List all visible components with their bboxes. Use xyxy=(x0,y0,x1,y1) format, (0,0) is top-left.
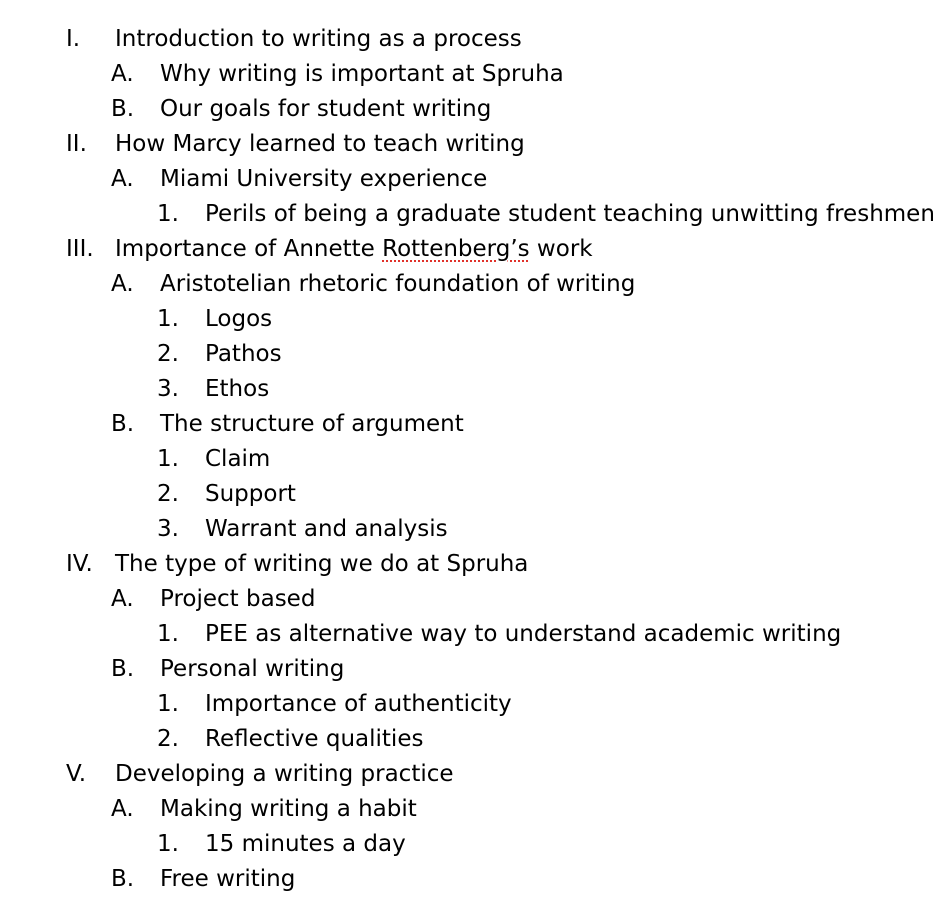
outline-text[interactable]: Our goals for student writing xyxy=(160,96,492,122)
outline-marker: A. xyxy=(111,271,134,297)
outline-item-level-3[interactable] xyxy=(0,302,948,337)
outline-item-level-1[interactable] xyxy=(0,547,948,582)
outline-marker: A. xyxy=(111,586,134,612)
outline-text[interactable]: Project based xyxy=(160,586,316,612)
outline-marker: I. xyxy=(66,26,81,52)
outline-item-level-1[interactable] xyxy=(0,22,948,57)
document-outline[interactable] xyxy=(0,22,948,897)
outline-marker: B. xyxy=(111,866,135,892)
outline-item-level-3[interactable] xyxy=(0,512,948,547)
outline-text[interactable]: Miami University experience xyxy=(160,166,488,192)
outline-item-level-3[interactable] xyxy=(0,687,948,722)
outline-text[interactable]: The type of writing we do at Spruha xyxy=(115,551,529,577)
outline-marker: 2. xyxy=(157,481,179,507)
outline-marker: A. xyxy=(111,166,134,192)
outline-marker: 1. xyxy=(157,306,179,332)
outline-text[interactable]: Making writing a habit xyxy=(160,796,417,822)
outline-text[interactable]: Reflective qualities xyxy=(205,726,424,752)
outline-marker: III. xyxy=(66,236,94,262)
outline-text[interactable]: Personal writing xyxy=(160,656,345,682)
outline-item-level-3[interactable] xyxy=(0,372,948,407)
outline-item-level-1[interactable] xyxy=(0,232,948,267)
outline-text[interactable]: Pathos xyxy=(205,341,282,367)
outline-marker: B. xyxy=(111,656,135,682)
outline-text[interactable]: Why writing is important at Spruha xyxy=(160,61,564,87)
outline-item-level-3[interactable] xyxy=(0,442,948,477)
outline-item-level-3[interactable] xyxy=(0,722,948,757)
outline-marker: 2. xyxy=(157,726,179,752)
outline-marker: A. xyxy=(111,796,134,822)
outline-item-level-2[interactable] xyxy=(0,582,948,617)
outline-marker: V. xyxy=(66,761,87,787)
outline-text[interactable]: The structure of argument xyxy=(160,411,464,437)
outline-item-level-3[interactable] xyxy=(0,617,948,652)
outline-text[interactable]: Claim xyxy=(205,446,271,472)
outline-item-level-2[interactable] xyxy=(0,57,948,92)
outline-text[interactable]: Free writing xyxy=(160,866,296,892)
outline-item-level-3[interactable] xyxy=(0,197,948,232)
outline-marker: B. xyxy=(111,411,135,437)
outline-text[interactable]: Perils of being a graduate student teaching unwitting freshmen xyxy=(205,201,935,227)
outline-marker: 1. xyxy=(157,831,179,857)
outline-marker: 1. xyxy=(157,691,179,717)
outline-item-level-3[interactable] xyxy=(0,827,948,862)
outline-text[interactable]: Importance of Annette Rottenberg’s work xyxy=(115,236,593,262)
outline-text[interactable]: 15 minutes a day xyxy=(205,831,406,857)
outline-item-level-2[interactable] xyxy=(0,652,948,687)
outline-marker: 3. xyxy=(157,376,179,402)
misspelled-word[interactable]: Rottenberg’s xyxy=(382,236,530,262)
outline-item-level-3[interactable] xyxy=(0,337,948,372)
outline-item-level-2[interactable] xyxy=(0,162,948,197)
outline-text[interactable]: Support xyxy=(205,481,296,507)
outline-text[interactable]: Ethos xyxy=(205,376,270,402)
outline-marker: 1. xyxy=(157,621,179,647)
outline-marker: A. xyxy=(111,61,134,87)
outline-marker: 1. xyxy=(157,446,179,472)
outline-item-level-2[interactable] xyxy=(0,792,948,827)
outline-text[interactable]: Developing a writing practice xyxy=(115,761,454,787)
outline-item-level-2[interactable] xyxy=(0,862,948,897)
outline-text[interactable]: Introduction to writing as a process xyxy=(115,26,522,52)
outline-marker: 2. xyxy=(157,341,179,367)
outline-text[interactable]: Logos xyxy=(205,306,273,332)
outline-item-level-3[interactable] xyxy=(0,477,948,512)
outline-item-level-2[interactable] xyxy=(0,407,948,442)
outline-marker: IV. xyxy=(66,551,93,577)
outline-item-level-1[interactable] xyxy=(0,127,948,162)
outline-text[interactable]: Warrant and analysis xyxy=(205,516,448,542)
outline-item-level-2[interactable] xyxy=(0,92,948,127)
outline-text[interactable]: How Marcy learned to teach writing xyxy=(115,131,525,157)
outline-text[interactable]: Aristotelian rhetoric foundation of writing xyxy=(160,271,636,297)
outline-marker: II. xyxy=(66,131,87,157)
outline-text[interactable]: PEE as alternative way to understand academic writing xyxy=(205,621,842,647)
outline-item-level-1[interactable] xyxy=(0,757,948,792)
outline-marker: 3. xyxy=(157,516,179,542)
outline-text[interactable]: Importance of authenticity xyxy=(205,691,512,717)
outline-item-level-2[interactable] xyxy=(0,267,948,302)
outline-marker: 1. xyxy=(157,201,179,227)
outline-marker: B. xyxy=(111,96,135,122)
